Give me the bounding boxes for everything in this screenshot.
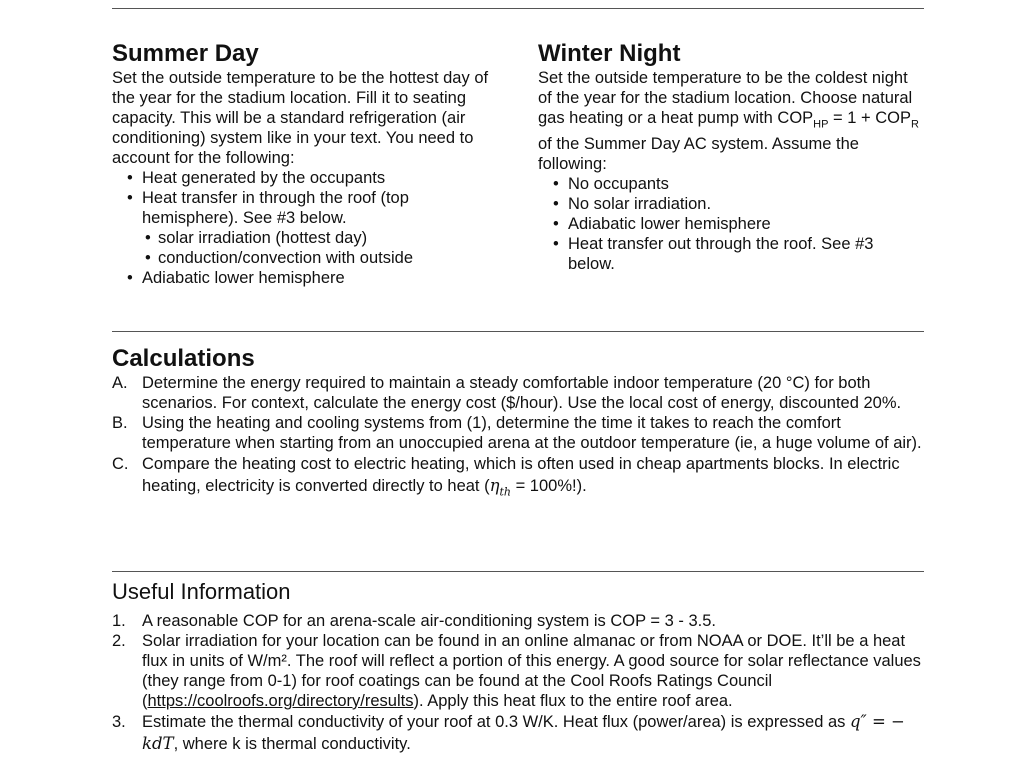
top-divider bbox=[112, 8, 924, 9]
winter-night-section bbox=[538, 40, 924, 274]
winter-bullet-adiabatic: • Adiabatic lower hemisphere bbox=[538, 214, 924, 234]
useful-item-1: 1. A reasonable COP for an arena-scale air-conditioning system is COP = 3 - 3.5. bbox=[112, 612, 716, 630]
calculations-title: Calculations bbox=[112, 345, 255, 372]
eta-subscript: th bbox=[499, 485, 511, 499]
eta-symbol: η bbox=[489, 476, 500, 495]
winter-bullet-occupants: • No occupants bbox=[538, 174, 924, 194]
summer-day-section bbox=[112, 40, 502, 288]
cop-hp-subscript: HP bbox=[813, 118, 829, 131]
summer-sub-bullet-list bbox=[142, 228, 502, 268]
calculations-list bbox=[112, 373, 924, 503]
coolroofs-link[interactable]: https://coolroofs.org/directory/results bbox=[147, 692, 414, 710]
calculation-item-c: C. Compare the heating cost to electric heating, which is often used in cheap apartments blocks. In electric heating, electricity is converted directly to heat $(\eta_{th} = 100\%!)$. bbox=[112, 455, 900, 499]
winter-bullet-roof: • Heat transfer out through the roof. See #3 below. bbox=[538, 234, 924, 274]
winter-night-title: Winter Night bbox=[538, 40, 681, 67]
winter-bullet-list bbox=[538, 174, 924, 274]
useful-item-2: 2. Solar irradiation for your location can be found in an online almanac or from NOAA or DOE. It’ll be a heat flux in units of W/m². The roof will reflect a portion of this energy. A good source for solar reflectance values (they range from 0-1) for roof coatings can be found at the Cool Roofs Ratings Council (https://coolroofs.org/directory/results). Apply this heat flux to the entire roof area. bbox=[112, 632, 921, 710]
summer-day-intro: Set the outside temperature to be the hottest day of the year for the stadium location. Fill it to seating capacity. This will be a standard refrigeration (air conditioning) system like in your text. You need to account for the following: bbox=[112, 69, 489, 167]
useful-item-3: 3. Estimate the thermal conductivity of your roof at 0.3 W/K. Heat flux (power/area) is expressed as q″ = − kdT, where k is thermal conductivity. bbox=[112, 712, 905, 753]
summer-bullet-adiabatic: • Adiabatic lower hemisphere bbox=[112, 268, 502, 288]
useful-information-list bbox=[112, 611, 924, 755]
lower-divider bbox=[112, 571, 924, 572]
calculation-item-b: B. Using the heating and cooling systems from (1), determine the time it takes to reach the comfort temperature when starting from an unoccupied arena at the outdoor temperature (ie, a huge volume of air). bbox=[112, 414, 922, 452]
winter-night-intro: Set the outside temperature to be the coldest night of the year for the stadium location. Choose natural gas heating or a heat pump with $COP_{HP} = 1 + COP_R$ of the Summer Day AC system. Assume the following: bbox=[538, 69, 919, 174]
summer-bullet-list bbox=[112, 168, 502, 288]
summer-sub-bullet-conduction: • conduction/convection with outside bbox=[142, 248, 502, 268]
middle-divider bbox=[112, 331, 924, 332]
summer-bullet-roof: • Heat transfer in through the roof (top hemisphere). See #3 below. • solar irradiation (hottest day) • conduction/convection with outside bbox=[112, 188, 502, 268]
summer-bullet-occupants: • Heat generated by the occupants bbox=[112, 168, 502, 188]
winter-bullet-solar: • No solar irradiation. bbox=[538, 194, 924, 214]
useful-information-title: Useful Information bbox=[112, 579, 291, 604]
summer-day-title: Summer Day bbox=[112, 40, 259, 67]
summer-sub-bullet-solar: • solar irradiation (hottest day) bbox=[142, 228, 502, 248]
heat-flux-formula: q″ = − kdT bbox=[142, 712, 905, 753]
cop-r-subscript: R bbox=[911, 118, 919, 131]
calculations-section bbox=[112, 345, 924, 503]
calculation-item-a: A. Determine the energy required to maintain a steady comfortable indoor temperature (20 °C) for both scenarios. For context, calculate the energy cost ($/hour). Use the local cost of energy, discounted 20%. bbox=[112, 374, 902, 412]
useful-information-section bbox=[112, 579, 924, 755]
